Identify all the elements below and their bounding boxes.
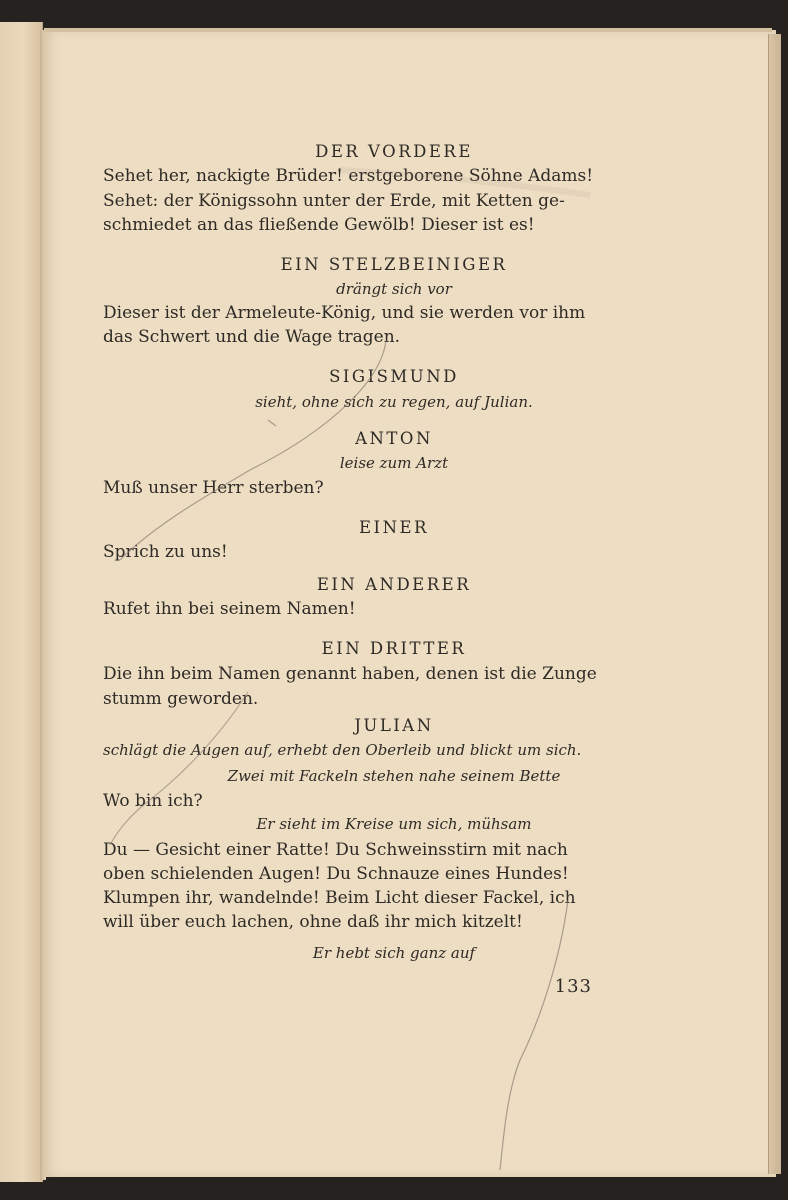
stage-direction: leise zum Arzt xyxy=(339,454,449,472)
text-line: Rufet ihn bei seinem Namen! xyxy=(103,599,356,619)
text-line: Du — Gesicht einer Ratte! Du Schweinsstirn mit nach xyxy=(103,840,568,860)
text-line: Sehet: der Königssohn unter der Erde, mit Ketten ge- xyxy=(103,191,565,211)
speaker-julian: JULIAN xyxy=(354,716,434,735)
page-top-edge xyxy=(44,28,772,32)
text-line: Sehet her, nackigte Brüder! erstgeborene Söhne Adams! xyxy=(103,166,594,186)
text-line: oben schielenden Augen! Du Schnauze eines Hundes! xyxy=(103,864,569,884)
speaker-anton: ANTON xyxy=(355,429,433,448)
text-line: will über euch lachen, ohne daß ihr mich kitzelt! xyxy=(103,912,523,932)
text-line: Sprich zu uns! xyxy=(103,542,228,562)
text-line: Dieser ist der Armeleute-König, und sie werden vor ihm xyxy=(103,303,586,323)
text-line: Die ihn beim Namen genannt haben, denen ist die Zunge xyxy=(103,664,597,684)
stage-direction: schlägt die Augen auf, erhebt den Oberleib und blickt um sich. xyxy=(103,741,582,759)
speaker-sigismund: SIGISMUND xyxy=(329,367,459,386)
text-line: stumm geworden. xyxy=(103,689,259,709)
stage-direction: sieht, ohne sich zu regen, auf Julian. xyxy=(255,393,533,411)
text-line: das Schwert und die Wage tragen. xyxy=(103,327,401,347)
stage-direction: Zwei mit Fackeln stehen nahe seinem Bette xyxy=(227,767,561,785)
stage-direction: drängt sich vor xyxy=(336,280,452,298)
text-line: Klumpen ihr, wandelnde! Beim Licht dieser Fackel, ich xyxy=(103,888,576,908)
facing-page-edge xyxy=(0,22,43,1182)
text-line: schmiedet an das fließende Gewölb! Dieser ist es! xyxy=(103,215,535,235)
text-line: Muß unser Herr sterben? xyxy=(103,478,324,498)
speaker-ein-anderer: EIN ANDERER xyxy=(316,575,472,594)
text-line: Wo bin ich? xyxy=(103,791,203,811)
stage-direction: Er sieht im Kreise um sich, mühsam xyxy=(256,815,532,833)
page-number: 133 xyxy=(554,976,592,997)
speaker-ein-dritter: EIN DRITTER xyxy=(321,639,467,658)
stage-direction: Er hebt sich ganz auf xyxy=(312,944,476,962)
speaker-einer: EINER xyxy=(359,518,429,537)
speaker-ein-stelzbeiniger: EIN STELZBEINIGER xyxy=(280,255,508,274)
page-fore-edge xyxy=(768,34,781,1174)
speaker-der-vordere: DER VORDERE xyxy=(315,142,473,161)
